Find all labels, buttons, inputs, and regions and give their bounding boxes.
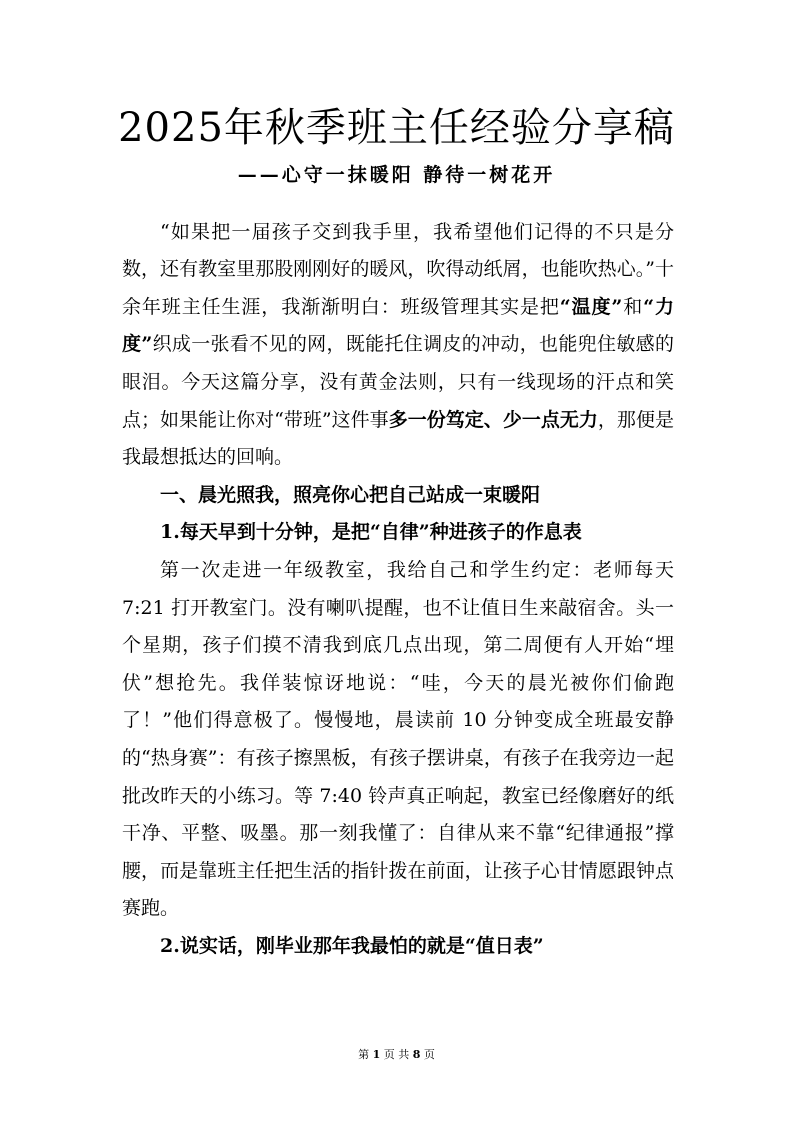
- footer-suffix: 页: [423, 1048, 435, 1061]
- document-body: [122, 176, 674, 965]
- document-title: 2025年秋季班主任经验分享稿: [118, 105, 675, 151]
- subsection-1-paragraph: 第一次走进一年级教室，我给自己和学生约定：老师每天 7:21 打开教室门。没有喇叭提醒，也不让值日生来敲宿舍。头一个星期，孩子们摸不清我到底几点出现，第二周便有人开始“埋伏”想抢先。我佯装惊讶地说：“哇，今天的晨光被你们偷跑了！”他们得意极了。慢慢地，晨读前 10 分钟变成全班最安静的“热身赛”：有孩子擦黑板，有孩子摆讲桌，有孩子在我旁边一起批改昨天的小练习。等 7:40 铃声真正响起，教室已经像磨好的纸干净、平整、吸墨。那一刻我懂了：自律从来不靠“纪律通报”撑腰，而是靠班主任把生活的指针拨在前面，让孩子心甘情愿跟钟点赛跑。: [122, 558, 674, 920]
- intro-text-1: “如果把一届孩子交到我手里，我希望他们记得的不只是分数，还有教室里那股刚刚好的暖风，吹得动纸屑，也能吹热心。”十余年班主任生涯，我渐渐明白：班级管理其实是把: [122, 220, 674, 318]
- intro-paragraph: [122, 214, 674, 477]
- document-subtitle: ——心守一抹暖阳 静待一树花开: [237, 164, 556, 186]
- footer-page-number: 1: [372, 1048, 381, 1061]
- subtitle-spacer: [122, 176, 674, 214]
- intro-emphasis-confidence: 多一份笃定、少一点无力: [388, 408, 598, 431]
- subsection-1-heading: 1.每天早到十分钟，是把“自律”种进孩子的作息表: [160, 521, 582, 544]
- footer-total-pages: 8: [412, 1048, 421, 1061]
- intro-emphasis-strength: “力度”: [122, 295, 674, 356]
- page-footer: [0, 1046, 793, 1062]
- intro-text-3: 织成一张看不见的网，既能托住调皮的冲动，也能兜住敏感的眼泪。今天这篇分享，没有黄金法则，只有一线现场的汗点和笑点；如果能让你对“带班”这件事: [122, 333, 674, 431]
- footer-prefix: 第: [358, 1048, 370, 1061]
- section-1-heading: 一、晨光照我，照亮你心把自己站成一束暖阳: [160, 483, 541, 506]
- intro-text-4: ，那便是我最想抵达的回响。: [122, 408, 674, 469]
- intro-text-2: 和: [622, 295, 644, 318]
- intro-emphasis-warmth: “温度”: [559, 295, 623, 318]
- subsection-2-heading: 2.说实话，刚毕业那年我最怕的就是“值日表”: [160, 934, 544, 957]
- footer-middle: 页 共: [383, 1048, 410, 1061]
